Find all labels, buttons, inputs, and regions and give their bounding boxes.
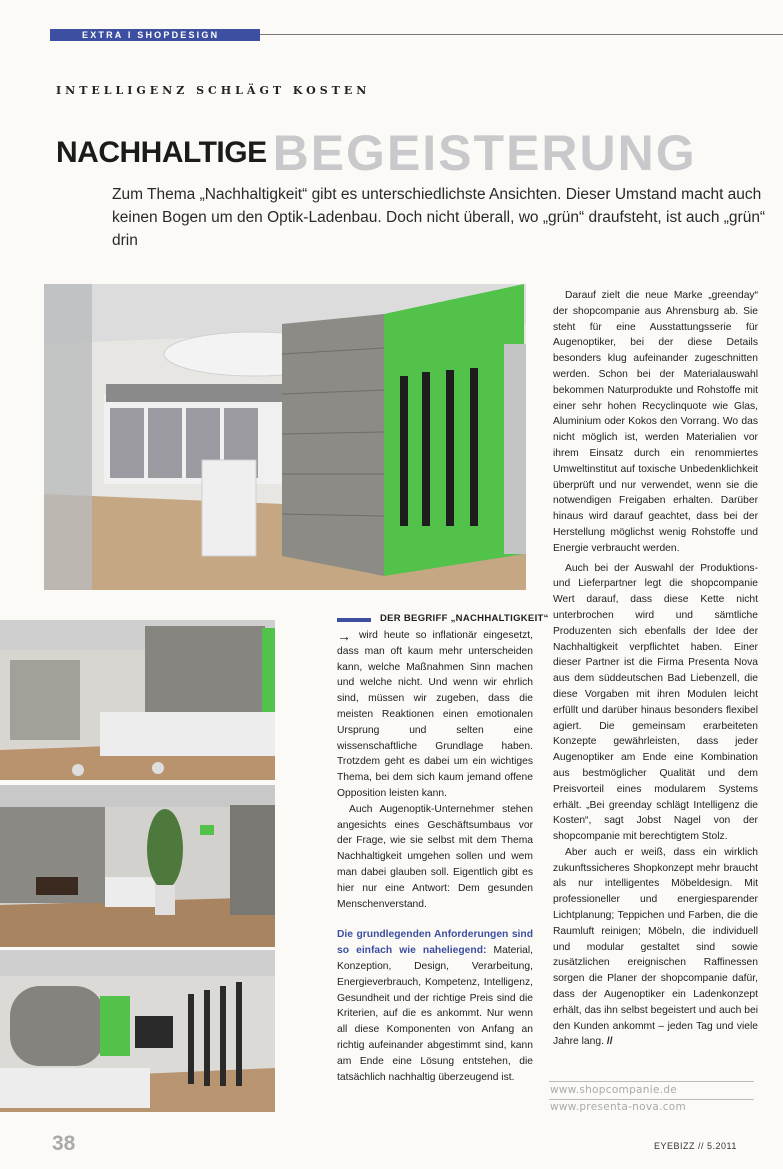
paragraph-1-text: wird heute so inflationär eingesetzt, dass man oft kaum mehr unterscheiden kann, welche Maßnahmen Sinn machen und welche nicht. Und wenn wir ehrlich sind, müssen wir zugeben, dass die meisten Reaktionen einen emotionalen Ursprung und selten eine wissenschaftliche Grundlage haben. Trotzdem geht es dabei um ein wichtiges Thema, bei dem sich kaum jemand offene Opposition leisten kann. [337,630,533,799]
title-part-1: NACHHALTIGE [56,136,267,169]
arrow-icon: → [337,628,351,644]
middle-column [337,628,533,1085]
store-photo-2-illustration [0,785,275,947]
store-photo-1 [0,620,275,780]
store-photo-2 [0,785,275,947]
right-column [553,288,758,1050]
title-part-2: BEGEISTERUNG [272,125,697,181]
paragraph-4: Darauf zielt die neue Marke „greenday“ der shopcompanie aus Ahrensburg ab. Sie steht für eine Ausstattungsserie für Augenoptiker, bei der diese Details besonders klug aufeinander zugeschnitten werden. Schon bei der Materialauswahl bekommen Naturprodukte und Rohstoffe mit einer sehr hohen Recyclinquote wie Glas, Aluminium oder Kokos den Vorrang. Wo das nicht möglich ist, werden Materialien vor ihrem Einsatz durch ein renommiertes Umweltinstitut auf toxische Unbedenklichkeit überprüft und nur verwendet, wenn sie die notwendigen Freigaben erhalten. Darüber hinaus wird darauf geachtet, dass bei der Herstellung möglichst wenig Rohstoffe und Energie verbraucht werden. [553,290,758,554]
end-mark: // [606,1036,613,1048]
paragraph-6-text: Aber auch er weiß, dass ein wirklich zukunftssicheres Shopkonzept mehr braucht als nur intelligentes Möbeldesign. Mit professioneller und energiesparender Lichtplanung; Teppichen und Farben, die die Raumluft reinigen; Möbeln, die individuell und modular gestaltet sind sowie zusätzlichen ereignischen Raffinessen sorgen die Planer der shopcompanie dafür, dass der Augenoptiker ein Ladenkonzept erhält, das ihn selbst begeistert und auch bei den Kunden ankommt – jeden Tag und viele Jahre lang. [553,846,758,1048]
paragraph-1 [337,628,533,802]
url-rule-1 [549,1081,754,1082]
page-title [56,126,697,180]
page-number: 38 [52,1132,76,1155]
link-presenta-nova[interactable]: www.presenta-nova.com [550,1101,687,1113]
paragraph-3 [337,927,533,1085]
store-photo-3-illustration [0,950,275,1112]
paragraph-2: Auch Augenoptik-Unternehmer stehen angesichts eines Geschäftsumbaus vor der Frage, wie sie selbst mit dem Thema Nachhaltigkeit umgehen sollen und wem man dabei glauben soll. Eigentlich gibt es hier nur eine Antwort: Dem gesunden Menschenverstand. [337,803,533,910]
paragraph-5: Auch bei der Auswahl der Produktions- und Lieferpartner legt die shopcompanie Wert darauf, dass diese Kette nicht unterbrochen wird und sämtliche Produzenten sich ebenfalls der Idee der Nachhaltigkeit verpflichtet haben. Einer dieser Partner ist die Firma Presenta Nova aus dem süddeutschen Bad Liebenzell, die diese Vorgaben mit ihren Modulen leicht erfüllt und darüber hinaus besonders flexibel agiert. Die gemeinsam erarbeiteten Konzepte gewährleisten, dass jeder Augenoptiker am Ende eine Kombination aus bestmöglicher Qualität und dem Preisvorteil eines modularem Systems erhält. „Bei greenday schlägt Intelligenz die Kosten“, sagt Jobst Nagel von der shopcompanie mit berechtigtem Stolz. [553,562,758,843]
section-label: EXTRA I SHOPDESIGN [50,29,260,41]
subheading: Die grundlegenden Anforderungen sind so einfach wie naheliegend: [337,929,533,957]
kicker: INTELLIGENZ SCHLÄGT KOSTEN [56,84,371,97]
paragraph-6 [553,845,758,1050]
intro-text: Zum Thema „Nachhaltigkeit“ gibt es unterschiedlichste Ansichten. Dieser Umstand macht auch keinen Bogen um den Optik-Ladenbau. Doch nicht überall, wo „grün“ draufsteht, ist auch „grün“ drin [112,186,766,249]
link-shopcompanie[interactable]: www.shopcompanie.de [550,1084,678,1096]
store-photo-main [44,284,526,590]
paragraph-3-text: Material, Konzeption, Design, Verarbeitung, Energieverbrauch, Kompetenz, Intelligenz, Gesundheit und der richtige Preis sind die Kriterien, auf die es ankommt. Nur wenn all diese Komponenten von Anfang an richtig aufeinander abgestimmt sind, kann am Ende eine Lösung entstehen, die tatsächlich nachhaltig überzeugend ist. [337,945,533,1083]
store-photo-3 [0,950,275,1112]
heading-bar [337,618,371,622]
store-photo-main-illustration [44,284,526,590]
magazine-issue: EYEBIZZ // 5.2011 [654,1141,737,1151]
section-heading: DER BEGRIFF „NACHHALTIGKEIT“ [380,613,549,624]
store-photo-1-illustration [0,620,275,780]
url-rule-2 [549,1099,754,1100]
